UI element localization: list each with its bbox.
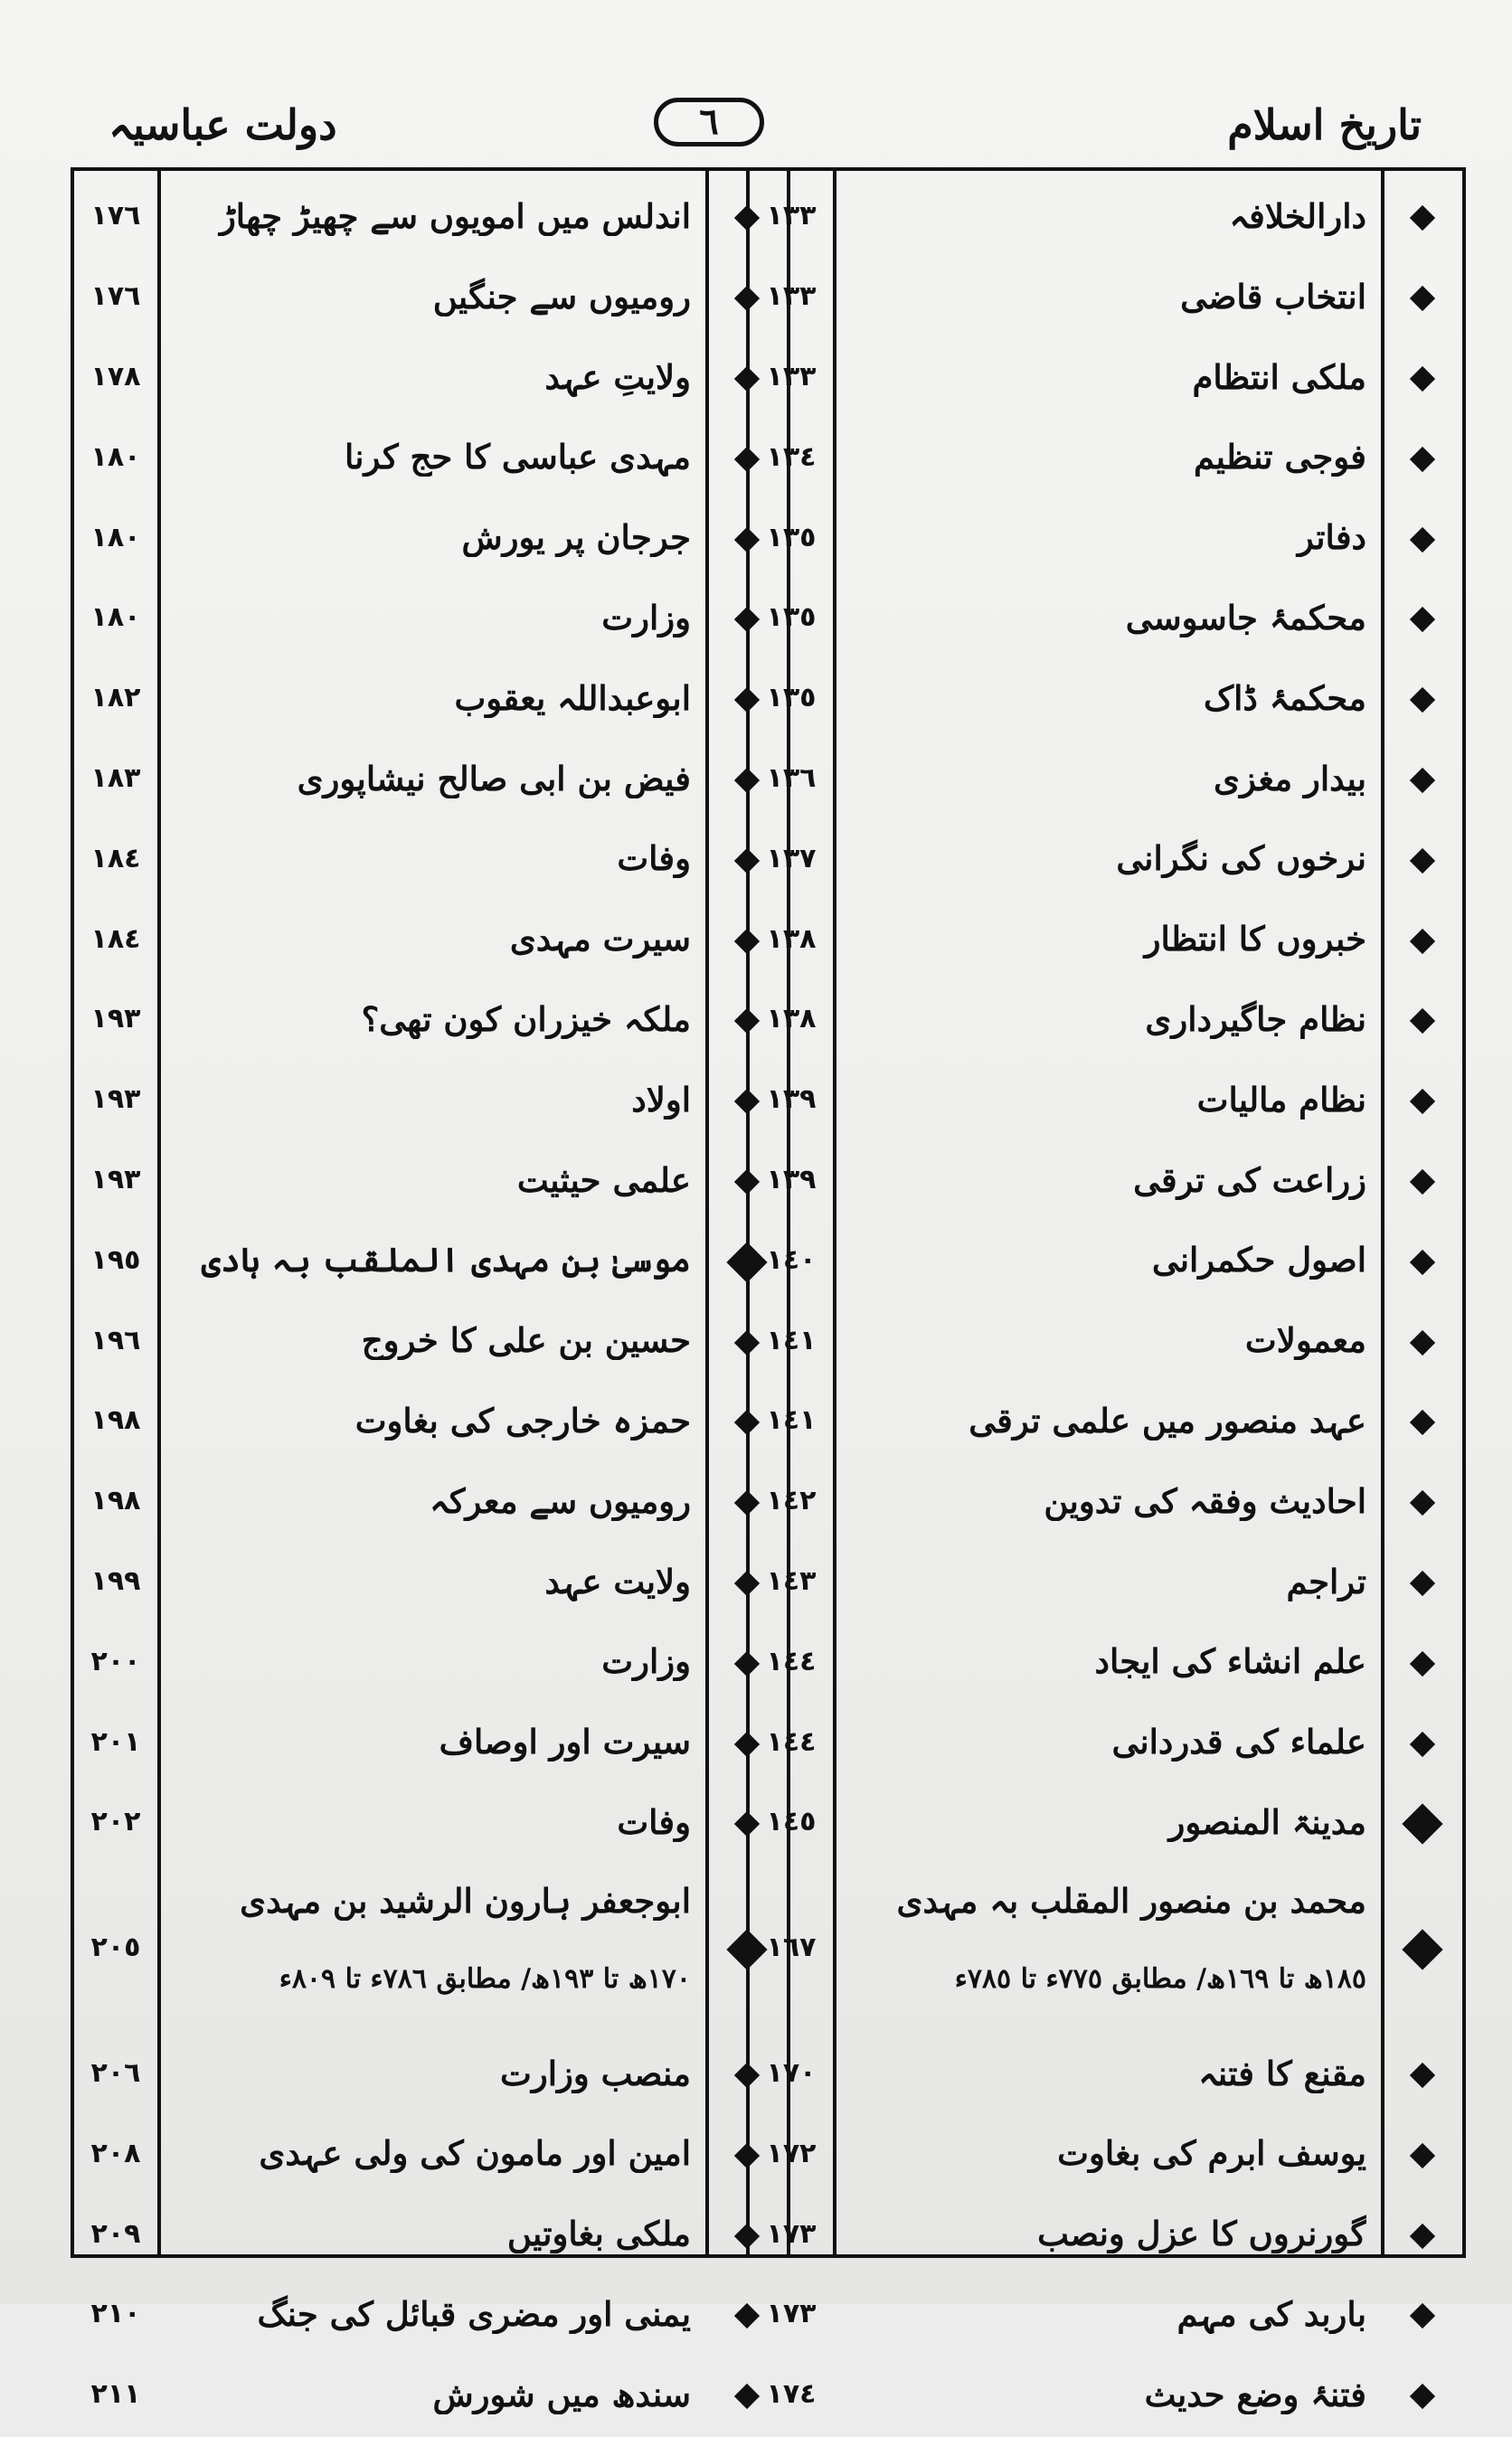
toc-entry-title: وفات [617, 838, 691, 879]
toc-entry-title: علم انشاء کی ایجاد [1094, 1641, 1366, 1682]
diamond-bullet-icon [1410, 2143, 1435, 2168]
toc-entry [74, 1865, 787, 2036]
toc-entry [74, 1463, 787, 1544]
diamond-bullet-icon [1410, 286, 1435, 311]
toc-entry-page-number: ١٩٨ [90, 1404, 141, 1437]
diamond-bullet-icon [1410, 1250, 1435, 1275]
toc-entry [750, 1784, 1462, 1865]
toc-entry-page-number: ١٧٠ [766, 2056, 817, 2089]
toc-entry-page-number: ١٧٦ [90, 280, 141, 313]
toc-entry-title: حسین بن علی کا خروج [361, 1320, 691, 1361]
toc-entry [74, 1623, 787, 1704]
toc-entry [750, 499, 1462, 580]
toc-entry-title: زراعت کی ترقی [1133, 1159, 1366, 1200]
toc-entry-page-number: ١٧٤ [766, 2378, 817, 2411]
toc-right-column [746, 167, 1466, 2414]
toc-entry-title: سیرت اور اوصاف [439, 1722, 691, 1762]
toc-entry [750, 1544, 1462, 1624]
toc-entry [74, 499, 787, 580]
toc-entry-title: یوسف ابرم کی بغاوت [1057, 2133, 1366, 2174]
diamond-bullet-icon [1410, 526, 1435, 552]
toc-entry-title: عہد منصور میں علمی ترقی [969, 1401, 1366, 1440]
toc-entry [74, 2276, 787, 2357]
toc-entry [74, 2196, 787, 2276]
toc-entry-page-number: ٢٠٠ [90, 1645, 141, 1677]
toc-entry-page-number: ١٣٣ [766, 360, 817, 392]
toc-entry-title: وزارت [601, 598, 691, 638]
toc-entry [74, 2115, 787, 2196]
toc-entry [750, 741, 1462, 821]
toc-entry [74, 741, 787, 821]
toc-entry-page-number: ١٩٣ [90, 1083, 141, 1116]
toc-entry [750, 1865, 1462, 2036]
toc-left-rows [74, 178, 787, 2414]
toc-entry [750, 1623, 1462, 1704]
diamond-bullet-icon [1410, 1731, 1435, 1756]
toc-entry-title: ابوعبداللہ یعقوب [454, 677, 691, 718]
toc-entry-page-number: ١٣٣ [766, 200, 817, 232]
toc-entry [750, 1704, 1462, 1784]
toc-entry-title: فیض بن ابی صالح نیشاپوری [297, 758, 691, 798]
toc-entry-title: امین اور مامون کی ولی عہدی [259, 2133, 691, 2174]
toc-entry [750, 901, 1462, 981]
toc-entry [74, 820, 787, 901]
toc-entry [750, 178, 1462, 259]
toc-entry-title: گورنروں کا عزل ونصب [1037, 2214, 1366, 2254]
toc-entry-page-number: ١٣٤ [766, 440, 817, 473]
toc-entry-title: موسیٰ بن مہدی الملقب بہ ہادی [201, 1240, 691, 1280]
toc-entry-page-number: ١٣٧ [766, 842, 817, 874]
toc-entry-page-number: ٢٠٥ [90, 1932, 141, 1964]
toc-entry-title: نظام مالیات [1196, 1079, 1366, 1119]
toc-entry-page-number: ١٧٣ [766, 2298, 817, 2330]
diamond-bullet-icon [1410, 366, 1435, 392]
toc-entry-title: مہدی عباسی کا حج کرنا [344, 437, 691, 477]
toc-entry-page-number: ١٤٢ [766, 1485, 817, 1517]
toc-entry [74, 1222, 787, 1302]
toc-entry-title: معمولات [1244, 1320, 1366, 1361]
toc-entry [750, 820, 1462, 901]
toc-entry [750, 1222, 1462, 1302]
toc-entry-page-number: ١٣٥ [766, 521, 817, 553]
toc-entry [74, 1544, 787, 1624]
toc-entry-page-number: ١٨٠ [90, 440, 141, 473]
toc-entry-page-number: ١٨٠ [90, 601, 141, 634]
diamond-bullet-icon [1410, 447, 1435, 472]
toc-entry-page-number: ٢٠٢ [90, 1806, 141, 1838]
toc-entry-title: ولایت عہد [544, 1561, 691, 1601]
toc-entry [74, 981, 787, 1062]
diamond-bullet-icon [1410, 1329, 1435, 1355]
diamond-bullet-icon [1410, 1571, 1435, 1596]
toc-entry-title: خبروں کا انتظار [1144, 919, 1366, 959]
diamond-bullet-icon [1410, 687, 1435, 713]
toc-entry [74, 660, 787, 741]
toc-entry-page-number: ٢١١ [90, 2378, 141, 2411]
toc-entry [74, 1062, 787, 1142]
toc-entry-title: سیرت مہدی [509, 919, 691, 959]
toc-entry-title: جرجان پر یورش [461, 517, 691, 558]
toc-entry [750, 1142, 1462, 1223]
toc-entry [74, 2036, 787, 2116]
toc-entry-title: یمنی اور مضری قبائل کی جنگ [257, 2294, 691, 2334]
diamond-bullet-icon [1410, 768, 1435, 793]
toc-entry-page-number: ١٨٣ [90, 761, 141, 794]
toc-entry-page-number: ١٣٨ [766, 1003, 817, 1035]
toc-entry [750, 339, 1462, 420]
toc-entry [74, 1302, 787, 1383]
toc-entry-title: محمد بن منصور المقلب بہ مہدی [896, 1880, 1366, 1921]
toc-entry-page-number: ٢٠٦ [90, 2056, 141, 2089]
toc-entry-title: منصب وزارت [500, 2053, 691, 2093]
toc-entry [750, 660, 1462, 741]
toc-entry [750, 2276, 1462, 2357]
toc-entry-page-number: ١٩٣ [90, 1003, 141, 1035]
toc-entry-title: فوجی تنظیم [1194, 437, 1366, 477]
diamond-bullet-icon [1402, 1804, 1442, 1845]
toc-entry [74, 1383, 787, 1463]
toc-entry [74, 1142, 787, 1223]
toc-entry-title: نرخوں کی نگرانی [1116, 838, 1366, 879]
toc-entry-page-number: ١٩٦ [90, 1324, 141, 1356]
toc-entry [74, 901, 787, 981]
toc-entry [74, 580, 787, 660]
toc-entry-page-number: ١٨٠ [90, 521, 141, 553]
toc-entry-title: نظام جاگیرداری [1145, 999, 1366, 1039]
toc-entry-title: وزارت [601, 1641, 691, 1682]
diamond-bullet-icon [1410, 2303, 1435, 2328]
toc-entry-title: اندلس میں امویوں سے چھیڑ چھاڑ [219, 196, 691, 236]
toc-entry [750, 2036, 1462, 2116]
toc-entry-page-number: ١٤٣ [766, 1564, 817, 1597]
page-number-badge: ٦ [654, 98, 764, 146]
diamond-bullet-icon [1410, 2063, 1435, 2088]
toc-entry-page-number: ١٩٥ [90, 1243, 141, 1276]
toc-entry-title: فتنۂ وضع حدیث [1144, 2374, 1366, 2414]
toc-entry-page-number: ١٧٦ [90, 200, 141, 232]
toc-entry-title: مدینۃ المنصور [1168, 1802, 1366, 1842]
toc-entry-title: حمزہ خارجی کی بغاوت [354, 1401, 691, 1440]
toc-entry-page-number: ١٣٥ [766, 682, 817, 714]
toc-entry [750, 2196, 1462, 2276]
diamond-bullet-icon [1410, 205, 1435, 231]
toc-entry-title: محکمۂ ڈاک [1204, 677, 1366, 718]
diamond-bullet-icon [1410, 848, 1435, 874]
toc-entry-title: وفات [617, 1802, 691, 1842]
toc-entry-page-number: ١٤٥ [766, 1806, 817, 1838]
toc-entry-page-number: ١٧٨ [90, 360, 141, 392]
toc-entry-page-number: ١٤٠ [766, 1243, 817, 1276]
toc-entry-page-number: ١٣٣ [766, 280, 817, 313]
toc-entry-dates: ١٨٥ھ تا ١٦٩ھ/ مطابق ٧٧٥ء تا ٧٨٥ء [954, 1962, 1366, 1995]
toc-entry [750, 1302, 1462, 1383]
toc-entry-page-number: ١٣٩ [766, 1083, 817, 1116]
toc-entry-dates: ١٧٠ھ تا ١٩٣ھ/ مطابق ٧٨٦ء تا ٨٠٩ء [279, 1962, 691, 1995]
diamond-bullet-icon [1410, 1410, 1435, 1435]
toc-entry-page-number: ١٤٤ [766, 1645, 817, 1677]
toc-entry-title: ملکی انتظام [1192, 356, 1366, 397]
toc-entry [750, 259, 1462, 339]
toc-entry-page-number: ١٩٣ [90, 1163, 141, 1195]
toc-entry [74, 2357, 787, 2437]
diamond-bullet-icon [1410, 928, 1435, 953]
toc-entry [74, 1704, 787, 1784]
toc-entry-page-number: ١٣٥ [766, 601, 817, 634]
toc-entry-title: علماء کی قدردانی [1111, 1722, 1366, 1762]
toc-entry-page-number: ١٤١ [766, 1324, 817, 1356]
toc-entry-page-number: ١٨٢ [90, 682, 141, 714]
toc-entry [750, 580, 1462, 660]
toc-entry [750, 1463, 1462, 1544]
diamond-bullet-icon [1410, 2223, 1435, 2248]
toc-entry-title: اولاد [631, 1079, 691, 1119]
toc-entry-page-number: ١٣٩ [766, 1163, 817, 1195]
toc-entry [74, 259, 787, 339]
toc-entry-title: اصول حکمرانی [1151, 1240, 1366, 1280]
toc-entry-title: ملکہ خیزران کون تھی؟ [361, 999, 691, 1039]
toc-entry-page-number: ١٣٨ [766, 922, 817, 955]
toc-entry-page-number: ١٨٤ [90, 842, 141, 874]
toc-entry-title: علمی حیثیت [516, 1159, 691, 1200]
toc-entry-title: دفاتر [1297, 517, 1366, 558]
toc-entry [74, 339, 787, 420]
diamond-bullet-icon [1410, 1169, 1435, 1195]
toc-entry-title: محکمۂ جاسوسی [1125, 598, 1366, 638]
toc-entry-page-number: ١٤٤ [766, 1725, 817, 1758]
toc-entry-page-number: ١٦٧ [766, 1932, 817, 1964]
book-title: تاریخ اسلام [1227, 100, 1422, 149]
toc-entry [74, 1784, 787, 1865]
diamond-bullet-icon [1402, 1930, 1442, 1970]
toc-entry-page-number: ٢٠٩ [90, 2217, 141, 2250]
toc-entry-title: بیدار مغزی [1214, 758, 1366, 798]
toc-entry-page-number: ١٤١ [766, 1404, 817, 1437]
diamond-bullet-icon [1410, 607, 1435, 632]
diamond-bullet-icon [1410, 2384, 1435, 2409]
toc-entry-page-number: ٢١٠ [90, 2298, 141, 2330]
toc-entry-page-number: ١٧٣ [766, 2217, 817, 2250]
toc-entry-page-number: ١٣٦ [766, 761, 817, 794]
toc-entry-title: رومیوں سے معرکہ [430, 1480, 691, 1521]
toc-entry-page-number: ١٩٩ [90, 1564, 141, 1597]
toc-entry [750, 2357, 1462, 2437]
toc-entry [750, 419, 1462, 499]
diamond-bullet-icon [1410, 1008, 1435, 1034]
toc-entry-title: ابوجعفر ہارون الرشید بن مہدی [240, 1880, 691, 1921]
toc-entry-title: ولایتِ عہد [544, 356, 691, 397]
toc-entry-page-number: ٢٠٨ [90, 2137, 141, 2169]
toc-entry [74, 419, 787, 499]
toc-entry-title: سندھ میں شورش [432, 2374, 691, 2414]
toc-entry-title: رومیوں سے جنگیں [432, 276, 691, 316]
diamond-bullet-icon [1410, 1651, 1435, 1677]
toc-entry-page-number: ١٩٨ [90, 1485, 141, 1517]
toc-entry-title: دارالخلافہ [1229, 196, 1366, 236]
toc-entry-title: انتخاب قاضی [1180, 276, 1366, 316]
toc-entry-page-number: ٢٠١ [90, 1725, 141, 1758]
section-title: دولت عباسیہ [109, 100, 337, 149]
toc-entry [750, 2115, 1462, 2196]
toc-entry [750, 1383, 1462, 1463]
toc-entry-page-number: ١٧٢ [766, 2137, 817, 2169]
toc-entry [750, 1062, 1462, 1142]
toc-entry [74, 178, 787, 259]
toc-entry-title: مقنع کا فتنہ [1198, 2053, 1366, 2093]
toc-entry-title: باربد کی مہم [1177, 2294, 1366, 2334]
toc-entry-page-number: ١٨٤ [90, 922, 141, 955]
toc-right-rows [750, 178, 1462, 2414]
toc-entry-title: تراجم [1286, 1561, 1366, 1601]
toc-entry-title: احادیث وفقہ کی تدوین [1044, 1480, 1366, 1521]
diamond-bullet-icon [1410, 1490, 1435, 1516]
toc-entry-title: ملکی بغاوتیں [506, 2214, 691, 2254]
toc-entry [750, 981, 1462, 1062]
diamond-bullet-icon [1410, 1089, 1435, 1114]
toc-left-column [71, 167, 790, 2414]
